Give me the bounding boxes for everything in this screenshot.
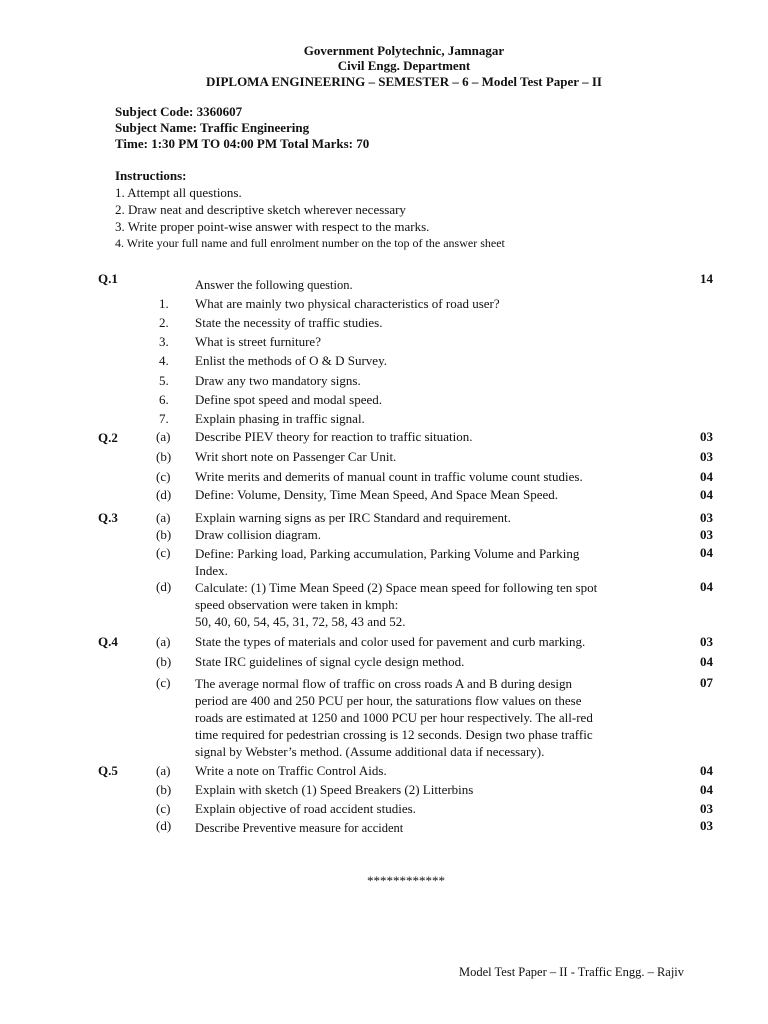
text-line: Index. <box>195 563 228 578</box>
item-number: 5. <box>159 373 169 388</box>
sub-label: (b) <box>156 782 172 797</box>
question-text: State the types of materials and color used for pavement and curb marking. <box>195 634 586 649</box>
subject-code: Subject Code: 3360607 <box>115 104 243 119</box>
text-line: signal by Webster’s method. (Assume additional data if necessary). <box>195 744 545 759</box>
question-text: Explain objective of road accident studies. <box>195 801 416 816</box>
question-text: Explain phasing in traffic signal. <box>195 411 365 426</box>
sub-label: (d) <box>156 579 172 594</box>
text-line: Calculate: (1) Time Mean Speed (2) Space mean speed for following ten spot <box>195 580 598 595</box>
text-line: 50, 40, 60, 54, 45, 31, 72, 58, 43 and 52. <box>195 614 406 629</box>
question-text: Draw collision diagram. <box>195 527 321 542</box>
question-marks: 14 <box>700 271 713 286</box>
text-line: time required for pedestrian crossing is 12 seconds. Design two phase traffic <box>195 727 593 742</box>
sub-label: (d) <box>156 818 172 833</box>
item-number: 3. <box>159 334 169 349</box>
question-marks: 03 <box>700 449 713 464</box>
text-line: period are 400 and 250 PCU per hour, the saturations flow values on these <box>195 693 582 708</box>
text-line: speed observation were taken in kmph: <box>195 597 399 612</box>
sub-label: (a) <box>156 510 171 525</box>
sub-label: (c) <box>156 469 171 484</box>
question-marks: 03 <box>700 429 713 444</box>
question-text: Writ short note on Passenger Car Unit. <box>195 449 397 464</box>
question-marks: 04 <box>700 654 713 669</box>
text-line: roads are estimated at 1250 and 1000 PCU per hour respectively. The all-red <box>195 710 593 725</box>
subject-name: Subject Name: Traffic Engineering <box>115 120 310 135</box>
question-label: Q.2 <box>98 430 118 445</box>
question-label: Q.4 <box>98 634 118 649</box>
question-text: Define: Volume, Density, Time Mean Speed, And Space Mean Speed. <box>195 487 558 502</box>
question-marks: 03 <box>700 510 713 525</box>
question-text: Define spot speed and modal speed. <box>195 392 383 407</box>
item-number: 2. <box>159 315 169 330</box>
question-text: Write a note on Traffic Control Aids. <box>195 763 387 778</box>
question-marks: 04 <box>700 782 713 797</box>
question-text: Describe Preventive measure for accident <box>195 821 404 835</box>
question-label: Q.3 <box>98 510 118 525</box>
time-and-marks: Time: 1:30 PM TO 04:00 PM Total Marks: 70 <box>115 136 370 151</box>
question-heading: Answer the following question. <box>195 278 353 292</box>
instruction-item: 3. Write proper point-wise answer with respect to the marks. <box>115 219 430 234</box>
item-number: 4. <box>159 353 169 368</box>
question-text: Describe PIEV theory for reaction to traffic situation. <box>195 429 473 444</box>
question-text <box>195 545 680 579</box>
question-text: Write merits and demerits of manual count in traffic volume count studies. <box>195 469 583 484</box>
exam-title: DIPLOMA ENGINEERING – SEMESTER – 6 – Model Test Paper – II <box>206 74 602 89</box>
question-marks: 04 <box>700 487 713 502</box>
question-text: What is street furniture? <box>195 334 321 349</box>
question-text: State the necessity of traffic studies. <box>195 315 383 330</box>
instruction-item: 1. Attempt all questions. <box>115 185 242 200</box>
question-text: Explain with sketch (1) Speed Breakers (2) Litterbins <box>195 782 474 797</box>
question-marks: 03 <box>700 527 713 542</box>
end-marker: ************ <box>367 873 445 888</box>
item-number: 1. <box>159 296 169 311</box>
instructions-title: Instructions: <box>115 168 187 183</box>
sub-label: (d) <box>156 487 172 502</box>
text-line: The average normal flow of traffic on cross roads A and B during design <box>195 676 573 691</box>
question-label: Q.5 <box>98 763 118 778</box>
question-marks: 04 <box>700 763 713 778</box>
text-line: Define: Parking load, Parking accumulation, Parking Volume and Parking <box>195 546 580 561</box>
question-marks: 03 <box>700 818 713 833</box>
question-marks: 04 <box>700 545 713 560</box>
sub-label: (b) <box>156 527 172 542</box>
question-text: Draw any two mandatory signs. <box>195 373 361 388</box>
question-text: State IRC guidelines of signal cycle design method. <box>195 654 465 669</box>
sub-label: (a) <box>156 634 171 649</box>
institution-name: Government Polytechnic, Jamnagar <box>303 43 505 58</box>
question-text <box>195 579 680 630</box>
question-text: Enlist the methods of O & D Survey. <box>195 353 387 368</box>
sub-label: (b) <box>156 654 172 669</box>
question-marks: 03 <box>700 634 713 649</box>
department-name: Civil Engg. Department <box>337 58 471 73</box>
sub-label: (c) <box>156 675 171 690</box>
question-marks: 03 <box>700 801 713 816</box>
question-text <box>195 675 680 760</box>
sub-label: (c) <box>156 801 171 816</box>
sub-label: (a) <box>156 429 171 444</box>
question-marks: 04 <box>700 469 713 484</box>
instruction-item: 2. Draw neat and descriptive sketch wherever necessary <box>115 202 406 217</box>
sub-label: (b) <box>156 449 172 464</box>
page-footer: Model Test Paper – II - Traffic Engg. – Rajiv <box>459 965 685 979</box>
question-text: Explain warning signs as per IRC Standard and requirement. <box>195 510 511 525</box>
instruction-item: 4. Write your full name and full enrolment number on the top of the answer sheet <box>115 236 505 250</box>
question-marks: 07 <box>700 675 713 690</box>
question-text: What are mainly two physical characteristics of road user? <box>195 296 500 311</box>
question-marks: 04 <box>700 579 713 594</box>
question-label: Q.1 <box>98 271 118 286</box>
sub-label: (c) <box>156 545 171 560</box>
item-number: 7. <box>159 411 169 426</box>
item-number: 6. <box>159 392 169 407</box>
sub-label: (a) <box>156 763 171 778</box>
